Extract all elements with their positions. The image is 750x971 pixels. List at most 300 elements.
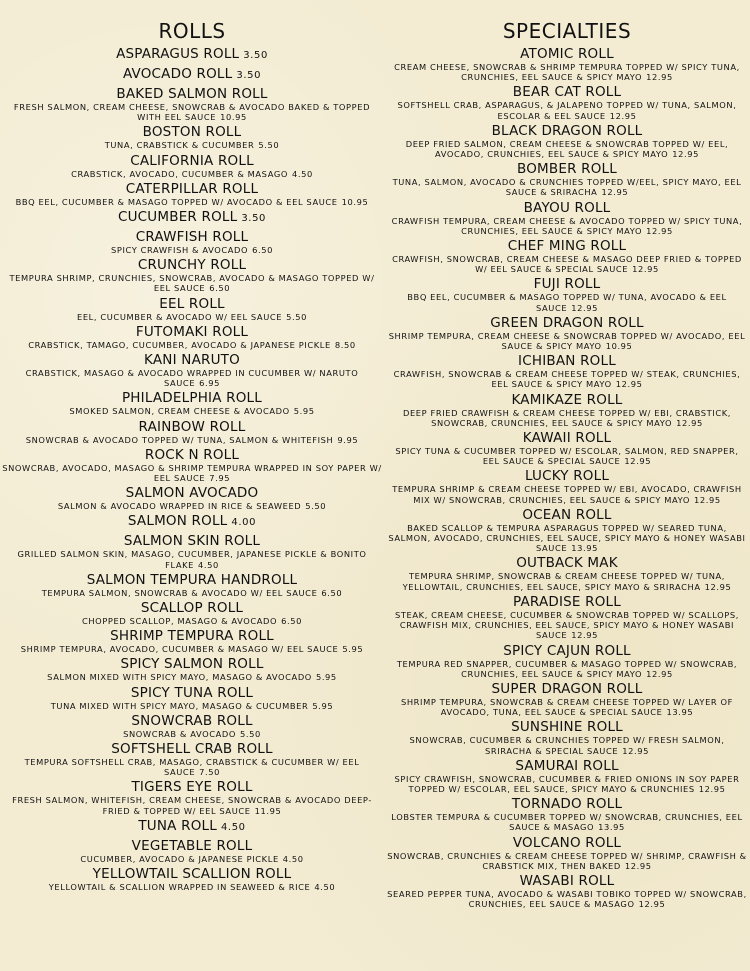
menu-item-price: 5.50	[240, 728, 261, 739]
menu-item-price: 6.50	[321, 587, 343, 598]
menu-item-description	[0, 102, 384, 122]
menu-item-title: SAMURAI ROLL	[515, 757, 619, 774]
menu-item-price: 12.95	[638, 899, 666, 910]
menu-item-name	[0, 600, 384, 616]
menu-item-title: BAYOU ROLL	[523, 199, 611, 216]
menu-item-title: YELLOWTAIL SCALLION ROLL	[92, 866, 292, 883]
menu-item-name	[0, 390, 384, 406]
menu-item-description	[0, 882, 384, 892]
menu-item-price: 12.95	[676, 417, 703, 428]
menu-item-description	[0, 312, 384, 322]
menu-item-description-text: STEAK, CREAM CHEESE, CUCUMBER & SNOWCRAB TOPPED W/ SCALLOPS, CRAWFISH MIX, CRUNCHIES, EEL SAUCE, SPICY MAYO & HONEY WASABI SAUCE	[395, 609, 739, 641]
menu-item-title: FUJI ROLL	[533, 276, 601, 293]
menu-item-price: 5.95	[315, 672, 337, 683]
menu-item-name	[0, 513, 384, 531]
menu-item-name	[0, 838, 384, 854]
menu-item-description-text: SPICY TUNA & CUCUMBER TOPPED W/ ESCOLAR, SALMON, RED SNAPPER, EEL SAUCE & SPECIAL SAUCE	[395, 446, 739, 467]
menu-item-title: CATERPILLAR ROLL	[125, 180, 259, 197]
menu-item-title: WASABI ROLL	[519, 872, 615, 889]
menu-item-title: OCEAN ROLL	[522, 506, 612, 523]
menu-item-description	[384, 446, 750, 466]
menu-item-price: 4.50	[282, 853, 304, 864]
menu-item-price: 4.50	[292, 168, 313, 179]
menu-item-price: 7.50	[199, 767, 221, 778]
menu-item-name	[0, 447, 384, 463]
menu-item-price: 3.50	[243, 50, 268, 61]
menu-item-description-text: BAKED SCALLOP & TEMPURA ASPARAGUS TOPPED W/ SEARED TUNA, SALMON, AVOCADO, CRUNCHIES, EEL SAUCE, SPICY MAYO & HONEY WASABI SAUCE	[388, 522, 746, 554]
menu-item-name	[0, 209, 384, 227]
roll-item	[0, 533, 384, 569]
menu-item-description	[0, 644, 384, 654]
menu-item-description	[0, 140, 384, 150]
menu-item-description-text: SPICY CRAWFISH & AVOCADO	[110, 245, 249, 256]
specialty-item	[384, 200, 750, 236]
menu-item-title: SALMON ROLL	[127, 513, 228, 530]
menu-item-description	[0, 368, 384, 388]
menu-item-name	[384, 555, 750, 571]
menu-item-price: 12.95	[615, 379, 643, 390]
menu-item-description-text: SNOWCRAB & AVOCADO TOPPED W/ TUNA, SALMON & WHITEFISH	[25, 434, 334, 445]
menu-item-name	[0, 46, 384, 64]
menu-item-description	[384, 62, 750, 82]
menu-item-price: 5.50	[286, 311, 307, 322]
roll-item	[0, 838, 384, 864]
roll-item	[0, 513, 384, 531]
menu-item-description	[384, 331, 750, 351]
menu-item-description	[0, 406, 384, 416]
menu-item-name	[384, 46, 750, 62]
menu-item-title: SPICY CAJUN ROLL	[503, 642, 631, 659]
menu-item-name	[0, 533, 384, 549]
specialty-item	[384, 392, 750, 428]
menu-item-name	[384, 123, 750, 139]
roll-item	[0, 181, 384, 207]
menu-item-description	[0, 616, 384, 626]
specialty-item	[384, 555, 750, 591]
menu-item-price: 12.95	[624, 860, 652, 871]
menu-item-description-text: SPICY CRAWFISH, SNOWCRAB, CUCUMBER & FRIED ONIONS IN SOY PAPER TOPPED W/ ESCOLAR, EEL SAUCE, SPICY MAYO & CRUNCHIES	[394, 773, 740, 794]
roll-item	[0, 485, 384, 511]
roll-item	[0, 713, 384, 739]
menu-item-title: PARADISE ROLL	[513, 593, 621, 610]
menu-item-name	[0, 296, 384, 312]
menu-item-name	[0, 572, 384, 588]
menu-item-description-text: SHRIMP TEMPURA, CREAM CHEESE & SNOWCRAB TOPPED W/ AVOCADO, EEL SAUCE & SPICY MAYO	[388, 330, 746, 352]
menu-item-title: KANI NARUTO	[144, 352, 240, 369]
menu-item-description-text: SNOWCRAB, CUCUMBER & CRUNCHIES TOPPED W/ FRESH SALMON, SRIRACHA & SPECIAL SAUCE	[409, 735, 725, 756]
menu-item-description-text: TEMPURA SALMON, SNOWCRAB & AVOCADO W/ EEL SAUCE	[41, 587, 318, 598]
menu-item-name	[0, 229, 384, 245]
specialties-list	[384, 46, 750, 909]
menu-item-name	[0, 685, 384, 701]
menu-item-price: 4.50	[314, 882, 336, 893]
menu-item-price: 3.50	[241, 213, 267, 225]
menu-item-title: VEGETABLE ROLL	[131, 837, 253, 854]
menu-item-description-text: TUNA MIXED WITH SPICY MAYO, MASAGO & CUCUMBER	[50, 700, 309, 711]
specialty-item	[384, 719, 750, 755]
menu-item-price: 12.95	[704, 581, 732, 592]
menu-item-title: SPICY SALMON ROLL	[120, 656, 264, 673]
specialty-item	[384, 353, 750, 389]
menu-item-title: RAINBOW ROLL	[138, 418, 246, 435]
menu-item-price: 10.95	[341, 196, 369, 207]
menu-item-description	[384, 484, 750, 504]
roll-item	[0, 447, 384, 483]
menu-item-name	[384, 873, 750, 889]
specialty-item	[384, 468, 750, 504]
menu-item-price: 12.95	[646, 668, 673, 679]
menu-item-name	[0, 628, 384, 644]
menu-item-name	[0, 352, 384, 368]
menu-item-description	[0, 169, 384, 179]
menu-item-description	[0, 501, 384, 511]
menu-item-name	[384, 276, 750, 292]
menu-item-title: AVOCADO ROLL	[122, 66, 233, 82]
menu-item-name	[384, 835, 750, 851]
menu-item-title: KAMIKAZE ROLL	[511, 391, 623, 408]
menu-item-title: TIGERS EYE ROLL	[131, 779, 253, 796]
menu-item-name	[384, 238, 750, 254]
menu-item-description	[384, 735, 750, 755]
menu-item-price: 4.50	[198, 559, 219, 570]
menu-item-description	[384, 369, 750, 389]
menu-item-description	[384, 774, 750, 794]
roll-item	[0, 352, 384, 388]
menu-item-description-text: SMOKED SALMON, CREAM CHEESE & AVOCADO	[69, 406, 290, 417]
menu-item-title: ICHIBAN ROLL	[518, 353, 616, 370]
menu-item-name	[0, 257, 384, 273]
roll-item	[0, 153, 384, 179]
menu-item-title: ROCK N ROLL	[144, 446, 240, 463]
menu-item-description	[384, 292, 750, 312]
specialty-item	[384, 430, 750, 466]
menu-item-title: OUTBACK MAK	[516, 555, 618, 572]
menu-item-description-text: TEMPURA SHRIMP & CREAM CHEESE TOPPED W/ EBI, AVOCADO, CRAWFISH MIX W/ SNOWCRAB, CRUNCHIES, EEL SAUCE & SPICY MAYO	[392, 484, 742, 505]
specialty-item	[384, 796, 750, 832]
roll-item	[0, 209, 384, 227]
menu-item-name	[384, 315, 750, 331]
menu-item-price: 6.50	[252, 245, 274, 256]
menu-item-description	[0, 463, 384, 483]
roll-item	[0, 600, 384, 626]
menu-item-name	[0, 656, 384, 672]
menu-item-description	[384, 659, 750, 679]
menu-item-description	[0, 757, 384, 777]
menu-item-name	[0, 124, 384, 140]
menu-item-title: SOFTSHELL CRAB ROLL	[111, 741, 273, 758]
menu-item-description	[384, 812, 750, 832]
roll-item	[0, 229, 384, 255]
roll-item	[0, 46, 384, 64]
menu-item-description-text: SNOWCRAB, CRUNCHIES & CREAM CHEESE TOPPED W/ SHRIMP, CRAWFISH & CRABSTICK MIX, THEN BAKED	[387, 850, 747, 871]
menu-item-description	[384, 523, 750, 554]
menu-item-description	[0, 340, 384, 350]
menu-item-price: 12.95	[571, 630, 598, 641]
roll-item	[0, 866, 384, 892]
menu-item-price: 8.50	[334, 339, 356, 350]
menu-item-price: 13.95	[598, 822, 625, 833]
menu-item-price: 12.95	[698, 783, 726, 794]
specialty-item	[384, 276, 750, 312]
menu-item-description	[384, 216, 750, 236]
menu-item-description-text: TEMPURA SHRIMP, CRUNCHIES, SNOWCRAB, AVOCADO & MASAGO TOPPED W/ EEL SAUCE	[9, 273, 375, 294]
menu-item-price: 3.50	[236, 70, 262, 81]
menu-item-price: 6.50	[209, 283, 231, 294]
specialty-item	[384, 643, 750, 679]
menu-item-description-text: SNOWCRAB & AVOCADO	[123, 728, 237, 739]
menu-item-price: 13.95	[666, 707, 694, 718]
menu-item-name	[384, 161, 750, 177]
menu-item-description-text: SALMON MIXED WITH SPICY MAYO, MASAGO & AVOCADO	[47, 672, 312, 683]
menu-item-price: 13.95	[571, 543, 598, 554]
menu-item-description	[384, 408, 750, 428]
menu-item-description-text: FRESH SALMON, CREAM CHEESE, SNOWCRAB & AVOCADO BAKED & TOPPED WITH EEL SAUCE	[13, 102, 371, 123]
specialties-column	[384, 20, 750, 971]
menu-item-name	[0, 866, 384, 882]
menu-item-price: 5.50	[305, 501, 327, 512]
roll-item	[0, 390, 384, 416]
menu-item-name	[384, 430, 750, 446]
menu-item-title: LUCKY ROLL	[524, 468, 610, 485]
menu-item-name	[384, 643, 750, 659]
menu-item-description	[384, 851, 750, 871]
menu-item-name	[0, 779, 384, 795]
menu-item-price: 12.95	[694, 494, 721, 505]
menu-item-name	[0, 485, 384, 501]
menu-item-price: 10.95	[220, 112, 247, 123]
specialty-item	[384, 46, 750, 82]
menu-item-name	[384, 796, 750, 812]
menu-item-name	[0, 66, 384, 84]
menu-item-title: CRAWFISH ROLL	[135, 229, 249, 246]
rolls-list	[0, 46, 384, 892]
menu-item-description-text: SHRIMP TEMPURA, AVOCADO, CUCUMBER & MASAGO W/ EEL SAUCE	[20, 644, 339, 655]
menu-item-title: KAWAII ROLL	[522, 430, 612, 447]
menu-item-name	[384, 392, 750, 408]
menu-item-description-text: BBQ EEL, CUCUMBER & MASAGO TOPPED W/ AVOCADO & EEL SAUCE	[15, 196, 338, 207]
menu-item-title: VOLCANO ROLL	[512, 834, 622, 851]
menu-item-description-text: CHOPPED SCALLOP, MASAGO & AVOCADO	[81, 616, 278, 627]
menu-item-description-text: CRABSTICK, AVOCADO, CUCUMBER & MASAGO	[71, 168, 288, 179]
menu-item-price: 5.50	[258, 140, 280, 151]
rolls-column	[0, 20, 384, 971]
specialty-item	[384, 161, 750, 197]
menu-item-description	[0, 435, 384, 445]
menu-item-name	[384, 200, 750, 216]
menu-item-description	[0, 273, 384, 293]
menu-item-description-text: TEMPURA SOFTSHELL CRAB, MASAGO, CRABSTICK & CUCUMBER W/ EEL SAUCE	[24, 757, 360, 778]
menu-item-title: ASPARAGUS ROLL	[116, 46, 240, 62]
menu-item-description	[384, 100, 750, 120]
menu-item-price: 12.95	[632, 264, 659, 275]
menu-item-title: EEL ROLL	[159, 295, 225, 312]
menu-item-title: SUNSHINE ROLL	[511, 719, 623, 736]
menu-item-description-text: FRESH SALMON, WHITEFISH, CREAM CHEESE, SNOWCRAB & AVOCADO DEEP-FRIED & TOPPED W/ EEL SAUCE	[12, 795, 372, 816]
roll-item	[0, 86, 384, 122]
menu-item-price: 4.00	[231, 517, 257, 529]
roll-item	[0, 257, 384, 293]
specialty-item	[384, 681, 750, 717]
menu-item-price: 5.95	[293, 406, 315, 417]
menu-item-description-text: CRABSTICK, MASAGO & AVOCADO WRAPPED IN CUCUMBER W/ NARUTO SAUCE	[25, 368, 359, 389]
menu-item-name	[0, 181, 384, 197]
menu-item-name	[384, 719, 750, 735]
menu-item-name	[384, 353, 750, 369]
menu-item-description-text: SNOWCRAB, AVOCADO, MASAGO & SHRIMP TEMPURA WRAPPED IN SOY PAPER W/ EEL SAUCE	[2, 462, 382, 484]
menu-item-title: BOMBER ROLL	[516, 161, 617, 178]
specialty-item	[384, 315, 750, 351]
menu-item-title: FUTOMAKI ROLL	[135, 323, 249, 340]
menu-item-name	[384, 681, 750, 697]
menu-item-name	[384, 84, 750, 100]
menu-item-description	[384, 889, 750, 909]
menu-item-price: 6.50	[281, 616, 303, 627]
menu-item-description	[384, 697, 750, 717]
menu-item-description	[0, 701, 384, 711]
menu-item-price: 9.95	[337, 434, 359, 445]
menu-item-description	[384, 254, 750, 274]
menu-item-description	[0, 588, 384, 598]
menu-item-description-text: GRILLED SALMON SKIN, MASAGO, CUCUMBER, JAPANESE PICKLE & BONITO FLAKE	[17, 549, 367, 570]
specialty-item	[384, 835, 750, 871]
menu-item-title: BAKED SALMON ROLL	[116, 86, 268, 102]
menu-item-description-text: LOBSTER TEMPURA & CUCUMBER TOPPED W/ SNOWCRAB, CRUNCHIES, EEL SAUCE & MASAGO	[391, 812, 743, 833]
specialty-item	[384, 507, 750, 554]
menu-item-price: 12.95	[646, 72, 673, 83]
roll-item	[0, 628, 384, 654]
menu-item-title: PHILADELPHIA ROLL	[121, 390, 263, 407]
specialties-heading: SPECIALTIES	[502, 19, 632, 43]
menu-item-name	[384, 468, 750, 484]
specialty-item	[384, 594, 750, 641]
menu-item-title: BEAR CAT ROLL	[512, 84, 622, 101]
menu-item-title: CRUNCHY ROLL	[137, 257, 247, 274]
menu-item-name	[0, 741, 384, 757]
menu-item-price: 12.95	[609, 110, 637, 121]
specialty-item	[384, 123, 750, 159]
menu-item-description-text: SEARED PEPPER TUNA, AVOCADO & WASABI TOBIKO TOPPED W/ SNOWCRAB, CRUNCHIES, EEL SAUCE & MASAGO	[387, 888, 747, 910]
menu-item-price: 12.95	[601, 187, 629, 198]
rolls-heading: ROLLS	[158, 19, 226, 43]
menu-item-title: BOSTON ROLL	[142, 124, 242, 141]
menu-item-price: 6.95	[199, 378, 221, 389]
menu-item-description-text: CRAWFISH, SNOWCRAB, CREAM CHEESE & MASAGO DEEP FRIED & TOPPED W/ EEL SAUCE & SPECIAL SAUCE	[392, 254, 742, 275]
menu-item-name	[0, 818, 384, 836]
menu-item-description	[384, 177, 750, 197]
roll-item	[0, 656, 384, 682]
specialty-item	[384, 84, 750, 120]
roll-item	[0, 741, 384, 777]
menu-item-description	[384, 610, 750, 641]
roll-item	[0, 296, 384, 322]
menu-item-price: 10.95	[605, 341, 633, 352]
menu-item-name	[384, 594, 750, 610]
menu-item-name	[0, 324, 384, 340]
specialty-item	[384, 238, 750, 274]
roll-item	[0, 124, 384, 150]
specialty-item	[384, 758, 750, 794]
menu-item-price: 12.95	[571, 302, 598, 313]
menu-item-title: SUPER DRAGON ROLL	[491, 680, 643, 697]
menu-item-price: 5.95	[312, 700, 334, 711]
menu-item-name	[0, 419, 384, 435]
menu-item-price: 12.95	[646, 225, 673, 236]
menu-item-title: CHEF MING ROLL	[507, 238, 627, 255]
menu-item-title: SALMON SKIN ROLL	[123, 533, 261, 550]
menu-item-name	[384, 758, 750, 774]
roll-item	[0, 419, 384, 445]
menu-item-price: 4.50	[220, 821, 246, 833]
menu-item-title: TUNA ROLL	[138, 817, 217, 834]
menu-item-description	[0, 197, 384, 207]
roll-item	[0, 324, 384, 350]
specialty-item	[384, 873, 750, 909]
menu-item-title: ATOMIC ROLL	[520, 46, 614, 62]
menu-item-price: 11.95	[254, 805, 282, 816]
menu-item-description-text: TEMPURA RED SNAPPER, CUCUMBER & MASAGO TOPPED W/ SNOWCRAB, CRUNCHIES, EEL SAUCE & SPICY MAYO	[396, 658, 738, 679]
menu-item-description-text: TUNA, SALMON, AVOCADO & CRUNCHIES TOPPED W/EEL, SPICY MAYO, EEL SAUCE & SRIRACHA	[392, 177, 742, 198]
menu-item-name	[0, 153, 384, 169]
menu-item-title: TORNADO ROLL	[511, 796, 623, 813]
menu-item-description-text: CRAWFISH TEMPURA, CREAM CHEESE & AVOCADO TOPPED W/ SPICY TUNA, CRUNCHIES, EEL SAUCE & SPICY MAYO	[391, 215, 743, 236]
menu-item-description-text: CREAM CHEESE, SNOWCRAB & SHRIMP TEMPURA TOPPED W/ SPICY TUNA, CRUNCHIES, EEL SAUCE & SPICY MAYO	[394, 62, 740, 83]
menu-item-price: 12.95	[624, 456, 652, 467]
menu-item-title: SHRIMP TEMPURA ROLL	[110, 628, 274, 645]
menu-item-description-text: SOFTSHELL CRAB, ASPARAGUS, & JALAPENO TOPPED W/ TUNA, SALMON, ESCOLAR & EEL SAUCE	[397, 100, 737, 121]
menu-item-description-text: YELLOWTAIL & SCALLION WRAPPED IN SEAWEED & RICE	[48, 882, 311, 893]
menu-item-title: GREEN DRAGON ROLL	[490, 314, 644, 331]
menu-item-description	[0, 549, 384, 569]
menu-item-description-text: DEEP FRIED SALMON, CREAM CHEESE & SNOWCRAB TOPPED W/ EEL, AVOCADO, CRUNCHIES, EEL SAUCE & SPICY MAYO	[405, 138, 729, 160]
menu-item-description-text: DEEP FRIED CRAWFISH & CREAM CHEESE TOPPED W/ EBI, CRABSTICK, SNOWCRAB, CRUNCHIES, EEL SAUCE & SPICY MAYO	[402, 407, 732, 428]
roll-item	[0, 685, 384, 711]
menu-item-title: BLACK DRAGON ROLL	[491, 122, 643, 139]
menu-item-description-text: BBQ EEL, CUCUMBER & MASAGO TOPPED W/ TUNA, AVOCADO & EEL SAUCE	[407, 292, 727, 313]
menu-item-title: SPICY TUNA ROLL	[130, 684, 254, 701]
roll-item	[0, 779, 384, 815]
menu-item-price: 5.95	[342, 644, 364, 655]
menu-item-title: SCALLOP ROLL	[140, 600, 244, 617]
menu-item-price: 12.95	[672, 149, 700, 160]
menu-item-name	[384, 507, 750, 523]
menu-item-description-text: SHRIMP TEMPURA, SNOWCRAB & CREAM CHEESE TOPPED W/ LAYER OF AVOCADO, TUNA, EEL SAUCE & SPECIAL SAUCE	[400, 696, 734, 718]
menu-item-description-text: EEL, CUCUMBER & AVOCADO W/ EEL SAUCE	[76, 311, 283, 322]
menu-item-description-text: TEMPURA SHRIMP, SNOWCRAB & CREAM CHEESE TOPPED W/ TUNA, YELLOWTAIL, CRUNCHIES, EEL SAUCE, SPICY MAYO & SRIRACHA	[402, 571, 726, 592]
menu-item-description-text: TUNA, CRABSTICK & CUCUMBER	[104, 140, 255, 151]
menu-item-description	[0, 795, 384, 815]
menu-item-name	[0, 86, 384, 102]
menu-item-title: CALIFORNIA ROLL	[130, 152, 254, 169]
menu-item-description	[0, 729, 384, 739]
roll-item	[0, 818, 384, 836]
menu-item-price: 12.95	[622, 745, 649, 756]
menu-item-description	[0, 854, 384, 864]
menu-item-title: SALMON TEMPURA HANDROLL	[86, 571, 298, 588]
menu-item-description-text: CUCUMBER, AVOCADO & JAPANESE PICKLE	[80, 853, 279, 864]
menu-item-description	[0, 245, 384, 255]
menu-item-description-text: SALMON & AVOCADO WRAPPED IN RICE & SEAWEED	[57, 501, 302, 512]
roll-item	[0, 66, 384, 84]
menu-item-title: CUCUMBER ROLL	[117, 209, 238, 226]
menu-item-title: SALMON AVOCADO	[125, 485, 259, 502]
roll-item	[0, 572, 384, 598]
menu-item-description	[384, 571, 750, 591]
menu-item-price: 7.95	[209, 473, 231, 484]
menu-item-description	[0, 672, 384, 682]
menu-item-description-text: CRABSTICK, TAMAGO, CUCUMBER, AVOCADO & JAPANESE PICKLE	[28, 339, 331, 350]
menu-item-description	[384, 139, 750, 159]
menu-item-description-text: CRAWFISH, SNOWCRAB & CREAM CHEESE TOPPED W/ STEAK, CRUNCHIES, EEL SAUCE & SPICY MAYO	[393, 369, 741, 390]
